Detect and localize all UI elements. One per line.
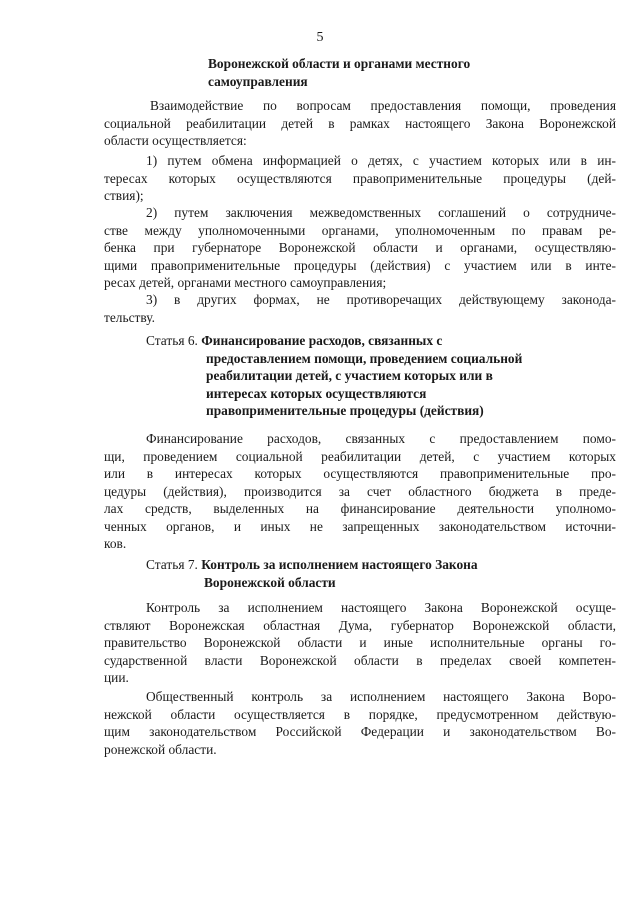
text-line: ствия); (104, 188, 144, 203)
text-line: Контроль за исполнением настоящего Закона Воронежской осуще- (146, 600, 616, 615)
text-line: щи, проведением социальной реабилитации детей, с участием которых (104, 448, 616, 464)
text-line: ронежской области. (104, 741, 217, 757)
article-7-first-line (146, 556, 616, 574)
text-line: социальной реабилитации детей в рамках настоящего Закона Воронежской (104, 115, 616, 131)
text-line: Общественный контроль за исполнением настоящего Закона Воро- (146, 689, 616, 704)
text-line: 2) путем заключения межведомственных соглашений о сотрудниче- (146, 205, 616, 220)
article-7-paragraph-2 (104, 688, 616, 758)
article-7-title-line: Контроль за исполнением настоящего Закона (201, 557, 478, 572)
article-6-label: Статья 6. (146, 333, 198, 348)
article-7-paragraph-1 (104, 599, 616, 687)
text-line: нежской области осуществляется в порядке, предусмотренном действую- (104, 706, 616, 722)
text-line: щим законодательством Российской Федерации и законодательством Во- (104, 724, 616, 739)
text-line: области осуществляется: (104, 133, 247, 148)
text-line: щими правоприменительные процедуры (действия) с участием или в инте- (104, 257, 616, 273)
text-line: сударственной власти Воронежской области в пределах своей компетен- (104, 652, 616, 668)
heading-line: самоуправления (208, 73, 308, 89)
text-line: стве между уполномоченными органами, уполномоченным по правам ре- (104, 222, 616, 238)
text-line: ков. (104, 536, 127, 551)
article-6-title-line: правоприменительные процедуры (действия) (206, 403, 484, 418)
text-line: ции. (104, 670, 129, 685)
list-item-3 (104, 291, 616, 326)
article-7-label: Статья 7. (146, 557, 198, 572)
article-6-title-line: реабилитации детей, с участием которых или в (206, 368, 493, 383)
list-item-1 (104, 152, 616, 205)
article-6-first-line (146, 332, 616, 350)
text-line: ствляют Воронежская областная Дума, губернатор Воронежской области, (104, 617, 616, 633)
article-6-title-line: предоставлением помощи, проведением социальной (206, 350, 523, 366)
section-heading-continued (208, 55, 538, 90)
text-line: 3) в других формах, не противоречащих действующему законода- (146, 292, 616, 307)
article-7-heading (146, 556, 616, 574)
text-line: Взаимодействие по вопросам предоставления помощи, проведения (150, 98, 616, 113)
text-line: тересах которых осуществляются правоприменительные процедуры (дей- (104, 170, 616, 186)
list-item-2 (104, 204, 616, 292)
text-line: 1) путем обмена информацией о детях, с участием которых или в ин- (146, 153, 616, 168)
heading-line: Воронежской области и органами местного (208, 56, 471, 71)
text-line: тельству. (104, 309, 155, 325)
text-line: бенка при губернаторе Воронежской области и органами, осуществляю- (104, 240, 616, 255)
article-6-title-line: Финансирование расходов, связанных с (201, 333, 443, 348)
article-6-title-rest (206, 350, 586, 420)
article-6-title-line: интересах которых осуществляются (206, 385, 427, 401)
text-line: или в интересах которых осуществляются правоприменительные про- (104, 466, 616, 481)
text-line: ресах детей, органами местного самоуправления; (104, 275, 387, 290)
article-7-title-line: Воронежской области (204, 574, 336, 590)
article-6-heading (146, 332, 616, 350)
text-line: Финансирование расходов, связанных с предоставлением помо- (146, 431, 616, 446)
article-7-title-rest (204, 574, 584, 592)
article-6-paragraph (104, 430, 616, 553)
page-number: 5 (316, 30, 324, 45)
text-line: правительство Воронежской области и иные исполнительные органы го- (104, 635, 616, 650)
text-line: цедуры (действия), производится за счет областного бюджета в преде- (104, 483, 616, 499)
text-line: лах средств, выделенных на финансирование деятельности уполномо- (104, 501, 616, 516)
intro-paragraph (104, 97, 616, 150)
text-line: ченных органов, и иных не запрещенных законодательством источни- (104, 518, 616, 534)
